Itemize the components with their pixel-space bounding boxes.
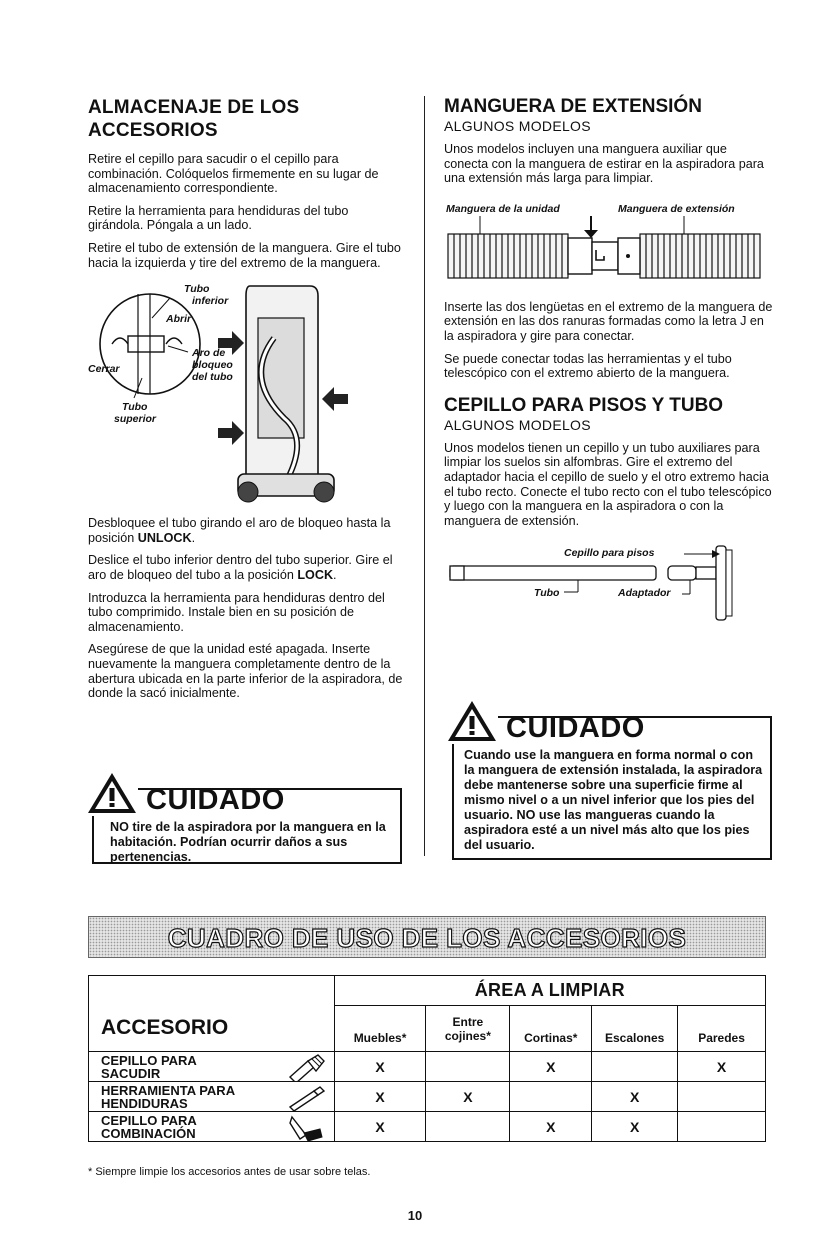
label-aro: bloqueo	[192, 359, 233, 372]
paragraph: Unos modelos tienen un cepillo y un tubo auxiliares para limpiar los suelos sin alfombras. Gire el extremo del adaptador hacia el cepillo de suelo y el otro extremo hacia el tubo recto. Conecte el tubo recto con el tubo telescópico y luego con la manguera en la aspiradora o con la manguera de extensión.	[444, 440, 772, 528]
label-aro: Aro de	[192, 347, 226, 360]
paragraph: Asegúrese de que la unidad esté apagada. Inserte nuevamente la manguera completamente dentro de la abertura ubicada en la parte inferior de la aspiradora, de donde la sacó inicialmente.	[88, 642, 403, 701]
title-line: ALMACENAJE DE LOS	[88, 97, 300, 118]
accessory-name-line: CEPILLO PARA	[101, 1112, 197, 1128]
text: Desbloquee el tubo girando el aro de bloqueo hasta la posición	[88, 516, 391, 545]
col-header-line: cojines*	[444, 1028, 491, 1043]
caution-title: CUIDADO	[506, 712, 645, 744]
unlock-word: UNLOCK	[137, 530, 192, 545]
accessory-name-line: COMBINACIÓN	[101, 1125, 196, 1141]
caution-box-left	[92, 784, 402, 864]
usage-cell	[426, 1052, 510, 1082]
usage-cell: X	[334, 1082, 426, 1112]
usage-cell	[678, 1082, 766, 1112]
table-row	[89, 1052, 766, 1082]
col-header: Escalones	[592, 1006, 678, 1052]
table-row	[89, 1112, 766, 1142]
paragraph: Retire la herramienta para hendiduras del tubo girándola. Póngala a un lado.	[88, 203, 349, 233]
col-header: Muebles*	[334, 1006, 426, 1052]
accessory-name	[89, 1082, 335, 1112]
area-header: ÁREA A LIMPIAR	[334, 976, 765, 1006]
paragraph: Unos modelos incluyen una manguera auxiliar que conecta con la manguera de estirar en la aspiradora para una extensión más larga para limpiar.	[444, 142, 764, 186]
label-tubo-superior: Tubo	[122, 401, 148, 414]
label-tubo-superior: superior	[114, 413, 157, 426]
floor-brush-illustration	[444, 536, 774, 626]
usage-cell: X	[334, 1112, 426, 1142]
usage-cell: X	[678, 1052, 766, 1082]
label-aro: del tubo	[192, 371, 233, 384]
paragraph	[88, 553, 406, 582]
usage-cell: X	[334, 1052, 426, 1082]
usage-cell	[426, 1112, 510, 1142]
wand-lock-illustration	[88, 278, 406, 516]
vacuum-wand-drawing	[88, 278, 406, 516]
paragraph: Introduzca la herramienta para hendiduras dentro del tubo comprimido. Instale bien en su posición de almacenamiento.	[88, 590, 385, 634]
right-column	[444, 96, 774, 626]
usage-cell: X	[592, 1082, 678, 1112]
title-line: ACCESORIOS	[88, 120, 218, 141]
label-cepillo-pisos: Cepillo para pisos	[564, 547, 655, 560]
accessory-name	[89, 1052, 335, 1082]
caution-text: Cuando use la manguera en forma normal o con la manguera de extensión instalada, la aspiradora debe mantenerse sobre una superficie firme al mismo nivel o a un nivel inferior que los pies del usuario. NO use las mangueras cuando la aspiradora esté a un nivel más alto que los pies del usuario.	[464, 748, 763, 852]
hose-drawing	[444, 194, 774, 290]
label-adaptador: Adaptador	[618, 587, 671, 600]
caution-title: CUIDADO	[146, 784, 285, 816]
footnote: * Siempre limpie los accesorios antes de usar sobre telas.	[88, 1166, 371, 1178]
usage-cell	[678, 1112, 766, 1142]
text: .	[333, 567, 337, 582]
paragraph: Retire el tubo de extensión de la manguera. Gire el tubo hacia la izquierda y tire del extremo de la manguera.	[88, 240, 401, 270]
accesorio-header: ACCESORIO	[89, 1006, 335, 1052]
usage-cell: X	[510, 1112, 592, 1142]
col-header-line: Entre	[452, 1014, 484, 1029]
accessory-name-line: SACUDIR	[101, 1065, 161, 1081]
accessory-name-line: HERRAMIENTA PARA	[101, 1082, 236, 1098]
paragraph	[88, 516, 406, 545]
blank-cell	[89, 976, 335, 1006]
text: .	[191, 530, 196, 545]
subtitle: ALGUNOS MODELOS	[444, 118, 591, 134]
label-tubo: Tubo	[534, 587, 560, 600]
combination-brush-icon	[286, 1113, 326, 1141]
label-tubo-inferior: inferior	[192, 295, 229, 308]
label-tubo-inferior: Tubo	[184, 283, 210, 296]
column-divider	[424, 96, 425, 856]
col-header	[426, 1006, 510, 1052]
paragraph: Retire el cepillo para sacudir o el cepillo para combinación. Colóquelos firmemente en su lugar de almacenamiento correspondiente.	[88, 152, 379, 196]
usage-cell: X	[426, 1082, 510, 1112]
lock-word: LOCK	[297, 567, 334, 582]
label-abrir: Abrir	[166, 313, 192, 326]
left-column	[88, 96, 406, 709]
section-title-hose: MANGUERA DE EXTENSIÓN	[444, 96, 702, 117]
page-number: 10	[407, 1208, 423, 1223]
col-header: Cortinas*	[510, 1006, 592, 1052]
accessory-chart-banner	[88, 916, 766, 958]
banner-title: CUADRO DE USO DE LOS ACCESORIOS	[167, 923, 687, 953]
accessory-usage-table	[88, 975, 766, 1142]
label-cerrar: Cerrar	[88, 363, 120, 376]
caution-box-right	[452, 712, 772, 860]
usage-cell	[510, 1082, 592, 1112]
text: Deslice el tubo inferior dentro del tubo superior. Gire el aro de bloqueo del tubo a la posición	[88, 553, 393, 582]
usage-cell	[592, 1052, 678, 1082]
col-header: Paredes	[678, 1006, 766, 1052]
dusting-brush-icon	[286, 1053, 326, 1081]
accessory-name-line: HENDIDURAS	[101, 1095, 188, 1111]
paragraph: Inserte las dos lengüetas en el extremo de la manguera de extensión en las dos ranuras formadas como la letra J en la aspiradora y gire para conectar.	[444, 299, 773, 343]
warning-triangle-icon	[446, 698, 498, 744]
accessory-name	[89, 1112, 335, 1142]
paragraph: Se puede conectar todas las herramientas y el tubo telescópico con el extremo abierto de la manguera.	[444, 351, 732, 381]
table-row	[89, 1082, 766, 1112]
crevice-tool-icon	[286, 1083, 326, 1111]
usage-cell: X	[592, 1112, 678, 1142]
section-title-storage	[88, 96, 406, 142]
label-manguera-unidad: Manguera de la unidad	[446, 202, 560, 215]
warning-triangle-icon	[86, 770, 138, 816]
caution-text: NO tire de la aspiradora por la manguera en la habitación. Podrían ocurrir daños a sus pertenencias.	[110, 820, 386, 864]
subtitle: ALGUNOS MODELOS	[444, 416, 591, 433]
usage-cell: X	[510, 1052, 592, 1082]
accessory-name-line: CEPILLO PARA	[101, 1052, 197, 1068]
hose-illustration	[444, 194, 774, 290]
label-manguera-extension: Manguera de extensión	[618, 202, 735, 215]
section-title-floor-brush: CEPILLO PARA PISOS Y TUBO	[444, 394, 724, 416]
